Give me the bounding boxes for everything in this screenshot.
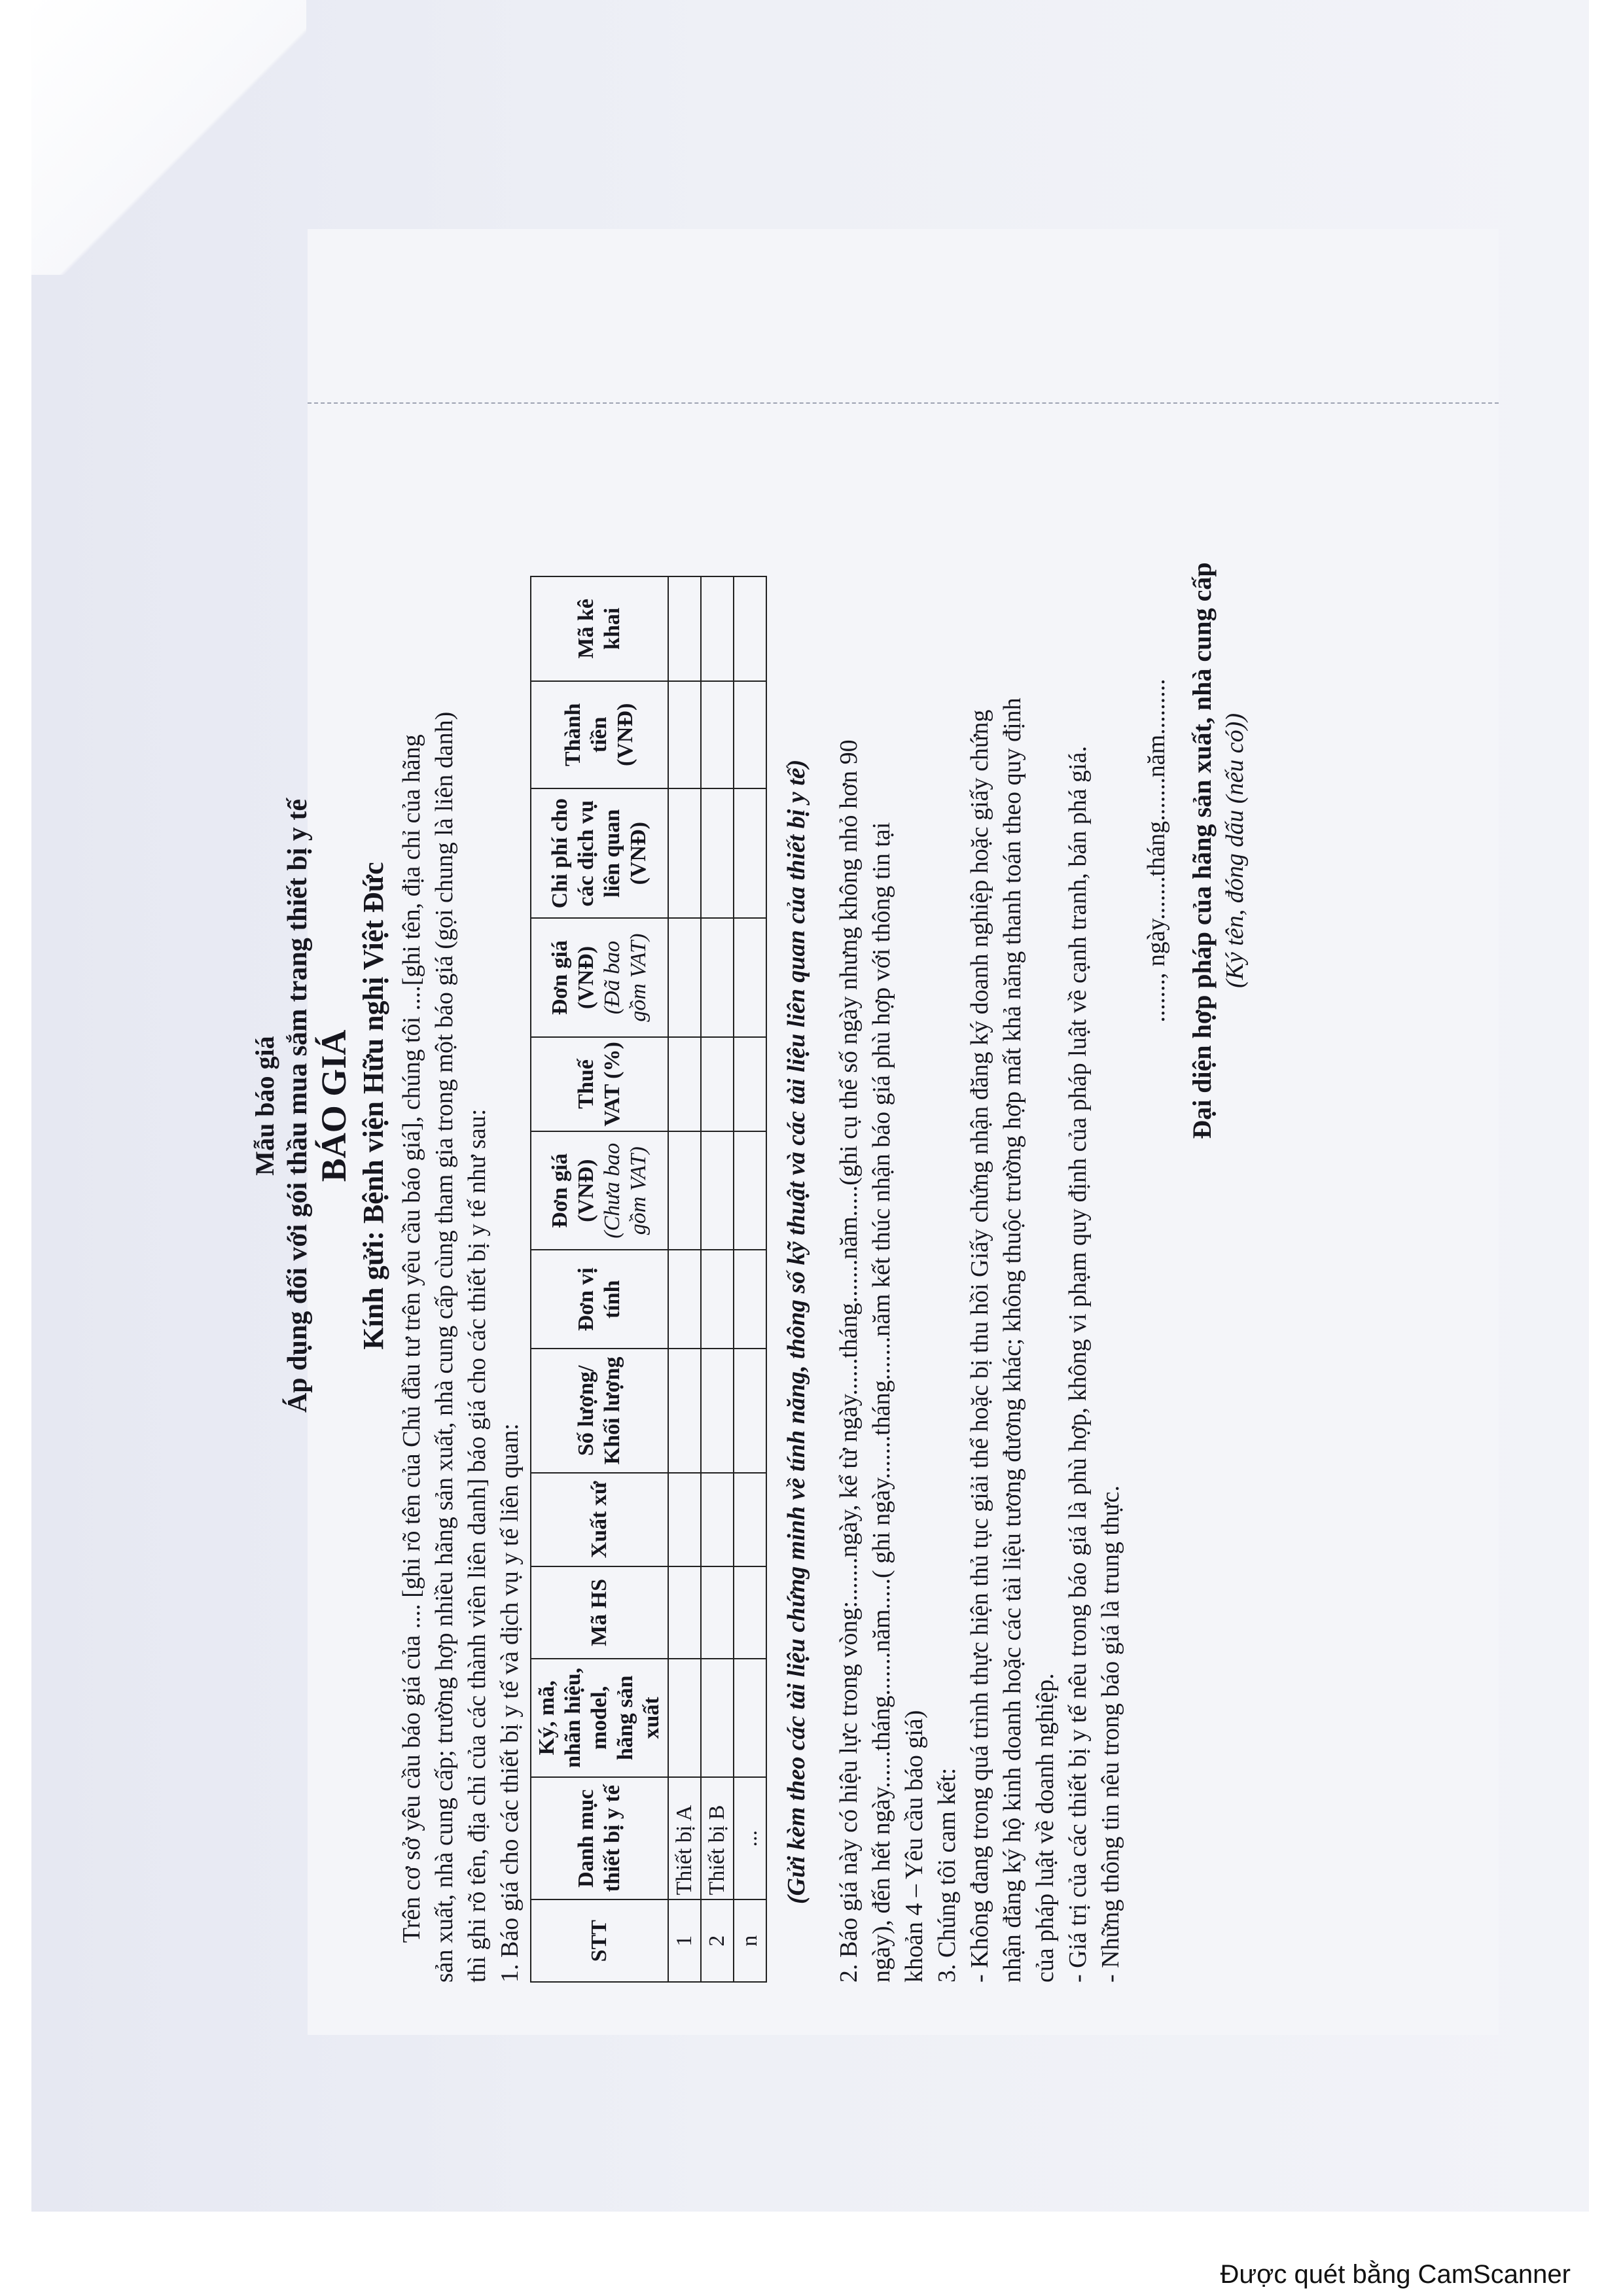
- table-row: [668, 576, 701, 1982]
- col-header-brand-model: Ký, mã, nhãn hiệu, model, hãng sản xuất: [531, 1659, 668, 1778]
- col-header-declaration-code: Mã kê khai: [531, 576, 668, 681]
- quotation-table: [530, 576, 767, 1983]
- commitment-1-line-2: nhận đăng ký hộ kinh doanh hoặc các tài liệu tương đương khác; không thuộc trường hợp mất khả năng thanh toán theo quy định: [999, 698, 1026, 1983]
- intro-line-1: Trên cơ sở yêu cầu báo giá của .... [ghi rõ tên của Chủ đầu tư trên yêu cầu báo giá], chúng tôi ....[ghi tên, địa chỉ của hãng: [398, 734, 425, 1943]
- commitment-2: - Giá trị của các thiết bị y tế nêu trong báo giá là phù hợp, không vi phạm quy định của pháp luật về cạnh tranh, bán phá giá.: [1064, 746, 1092, 1983]
- section-1-heading: 1. Báo giá cho các thiết bị y tế và dịch vụ y tế liên quan:: [496, 1423, 524, 1983]
- signature-hint: (Ký tên, đóng dấu (nếu có)): [1221, 713, 1249, 988]
- commitment-3: - Những thông tin nêu trong báo giá là trung thực.: [1097, 1485, 1124, 1983]
- recipient-line: Kính gửi: Bệnh viện Hữu nghị Việt Đức: [357, 862, 389, 1350]
- row-device-name: Thiết bị B: [701, 1777, 734, 1899]
- col-header-hs-code: Mã HS: [531, 1566, 668, 1658]
- validity-line-3: khoản 4 – Yêu cầu báo giá): [901, 1710, 928, 1983]
- signatory-role: Đại diện hợp pháp của hãng sản xuất, nhà cung cấp: [1187, 562, 1217, 1139]
- col-header-stt: STT: [531, 1899, 668, 1982]
- document-subtitle: Áp dụng đối với gói thầu mua sắm trang thiết bị y tế: [283, 798, 313, 1413]
- form-label: Mẫu báo giá: [250, 1036, 279, 1176]
- rotated-document: [249, 229, 1558, 1983]
- col-header-device-category: Danh mục thiết bị y tế: [531, 1777, 668, 1899]
- row-stt: 1: [668, 1899, 701, 1982]
- table-row: [734, 576, 766, 1982]
- commitment-heading: 3. Chúng tôi cam kết:: [933, 1767, 961, 1983]
- commitment-1-line-1: - Không đang trong quá trình thực hiện thủ tục giải thể hoặc bị thu hồi Giấy chứng nhận đăng ký doanh nghiệp hoặc giấy chứng: [966, 709, 993, 1983]
- attachment-note: (Gửi kèm theo các tài liệu chứng minh về tính năng, thông số kỹ thuật và các tài liệu liên quan của thiết bị y tế): [783, 759, 810, 1904]
- table-row: [701, 576, 734, 1982]
- table-header-row: [531, 576, 668, 1982]
- scanner-watermark: Được quét bằng CamScanner: [1220, 2260, 1571, 2289]
- col-header-total: Thành tiền (VNĐ): [531, 681, 668, 788]
- validity-line-2: ngày), đến hết ngày......tháng.......năm.....( ghi ngày.......tháng.......năm kết thúc nhận báo giá phù hợp với thông tin tại: [868, 822, 895, 1983]
- intro-line-2: sản xuất, nhà cung cấp; trường hợp nhiều hãng sản xuất, nhà cung cấp cùng tham gia trong một báo giá (gọi chung là liên danh): [431, 711, 458, 1983]
- row-device-name: ...: [734, 1777, 766, 1899]
- row-device-name: Thiết bị A: [668, 1777, 701, 1899]
- col-header-unit: Đơn vị tính: [531, 1250, 668, 1349]
- row-stt: n: [734, 1899, 766, 1982]
- validity-line-1: 2. Báo giá này có hiệu lực trong vòng:.......ngày, kể từ ngày......tháng.......năm.....(ghi cụ thể số ngày nhưng không nhỏ hơn 90: [835, 739, 863, 1983]
- col-header-vat: Thuế VAT (%): [531, 1037, 668, 1131]
- col-header-price-excl-vat: Đơn giá (VNĐ) (Chưa bao gồm VAT): [531, 1131, 668, 1250]
- document-title: BÁO GIÁ: [314, 1029, 353, 1182]
- col-header-quantity: Số lượng/ Khối lượng: [531, 1349, 668, 1473]
- intro-line-3: thì ghi rõ tên, địa chỉ của các thành viên liên danh] báo giá cho các thiết bị y tế như sau:: [463, 1108, 491, 1983]
- commitment-1-line-3: của pháp luật về doanh nghiệp.: [1031, 1673, 1059, 1983]
- date-line: ......., ngày.......tháng.......năm.........: [1143, 679, 1170, 1023]
- col-header-origin: Xuất xứ: [531, 1473, 668, 1567]
- col-header-price-incl-vat: Đơn giá (VNĐ) (Đã bao gồm VAT): [531, 918, 668, 1036]
- signature-block: [1140, 491, 1251, 1210]
- row-stt: 2: [701, 1899, 734, 1982]
- col-header-service-cost: Chi phí cho các dịch vụ liên quan (VNĐ): [531, 788, 668, 918]
